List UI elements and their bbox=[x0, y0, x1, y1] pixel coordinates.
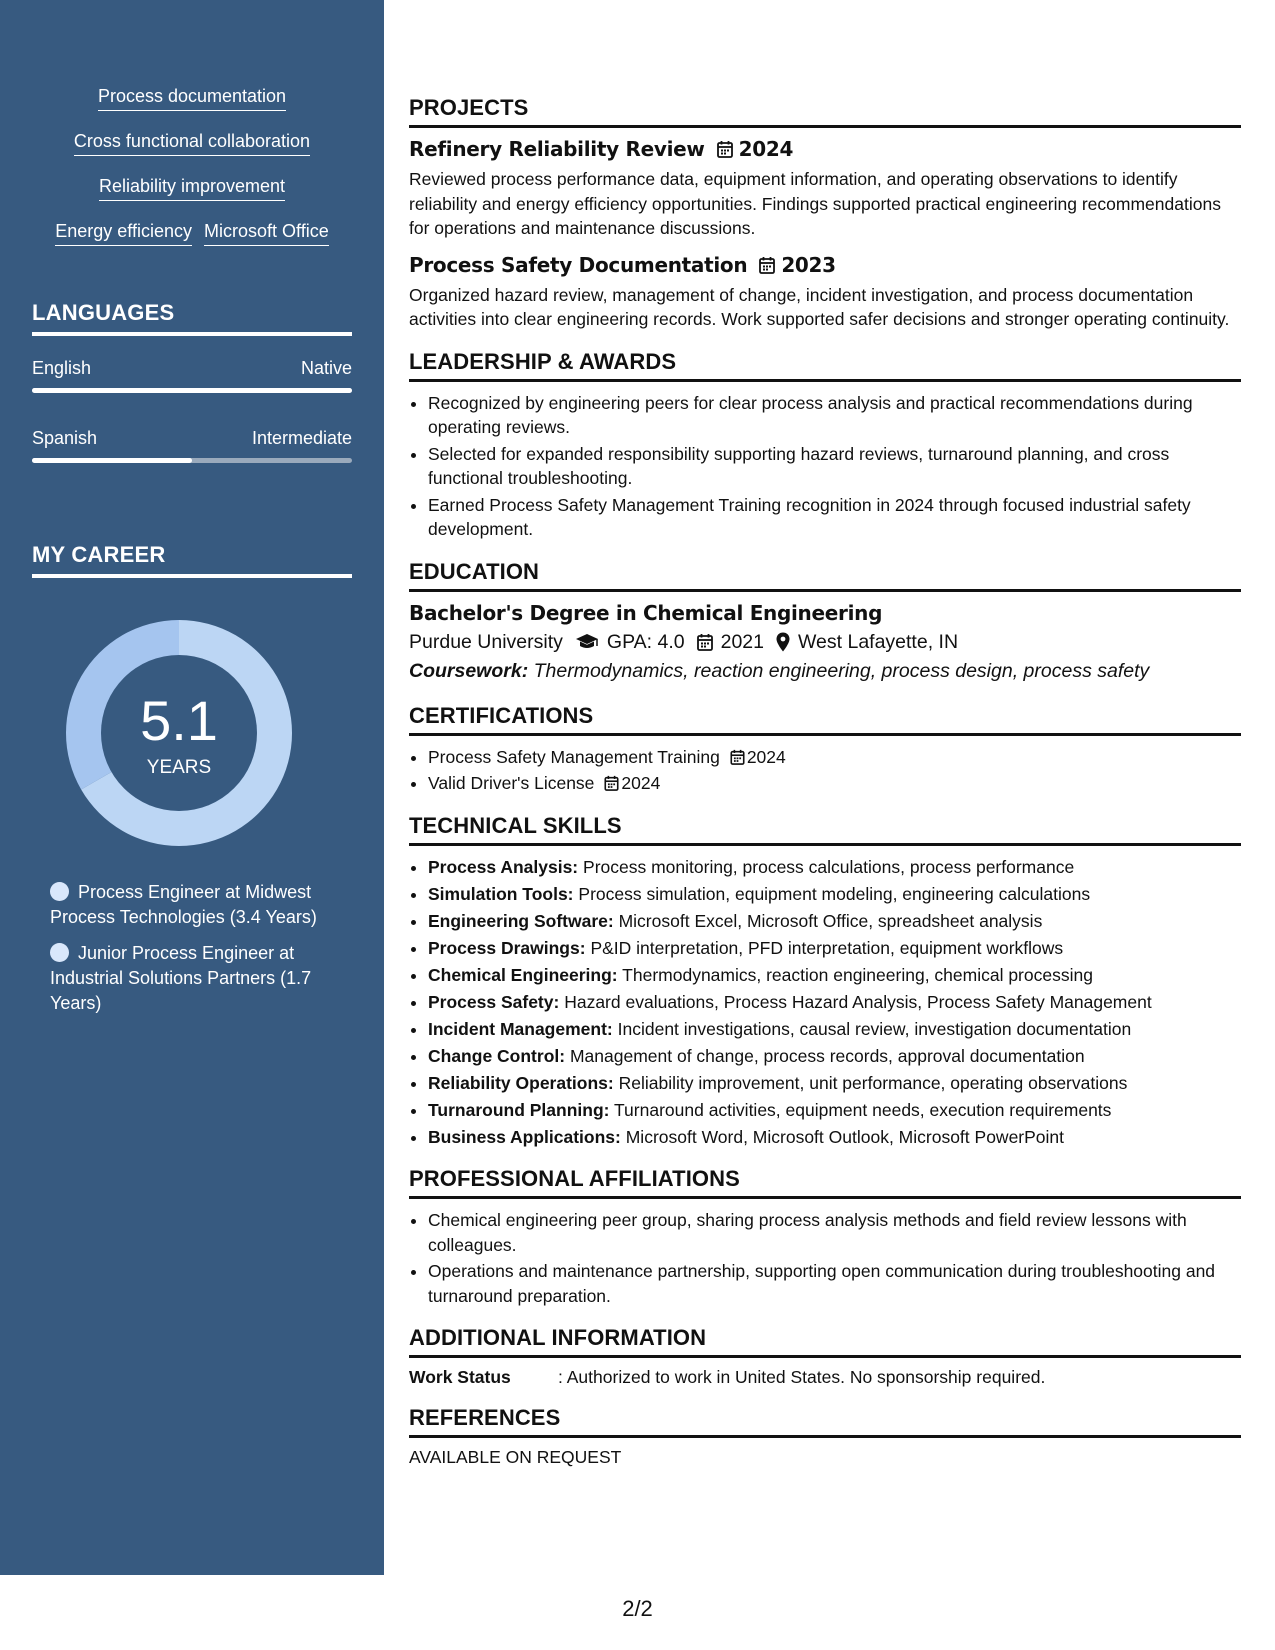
skill-label: Incident Management: bbox=[428, 1018, 613, 1039]
calendar-icon bbox=[730, 749, 745, 765]
skill-label: Simulation Tools: bbox=[428, 883, 574, 904]
language-level: Native bbox=[300, 358, 352, 378]
school-name: Purdue University bbox=[409, 630, 563, 653]
language-level: Intermediate bbox=[251, 428, 352, 448]
language-name: Spanish bbox=[32, 428, 98, 448]
skill-value: Process monitoring, process calculations, process performance bbox=[583, 856, 1075, 877]
career-years-label: YEARS bbox=[146, 757, 212, 778]
page-number: 2/2 bbox=[622, 1596, 653, 1621]
skill-value: Incident investigations, causal review, investigation documentation bbox=[617, 1018, 1132, 1039]
skill-value: Reliability improvement, unit performance, operating observations bbox=[618, 1072, 1128, 1093]
affiliations-list bbox=[409, 1208, 1241, 1308]
languages-heading: LANGUAGES bbox=[32, 300, 352, 336]
list-item bbox=[428, 1017, 1241, 1042]
list-item: • Selected for expanded responsibility supporting hazard reviews, turnaround planning, and cross functional troubleshooting. bbox=[428, 442, 1241, 491]
project-description: Reviewed process performance data, equipment information, and operating observations to identify reliability and energy efficiency opportunities. Findings supported practical engineering recommendations for operations and maintenance discussions. bbox=[409, 169, 1221, 238]
section-heading: LEADERSHIP & AWARDS bbox=[409, 349, 1241, 382]
skill-label: Chemical Engineering: bbox=[428, 964, 618, 985]
list-item: • Operations and maintenance partnership, supporting open communication during troubleshooting and turnaround preparation. bbox=[428, 1259, 1241, 1308]
section-heading: PROFESSIONAL AFFILIATIONS bbox=[409, 1166, 1241, 1199]
list-item: • Recognized by engineering peers for clear process analysis and practical recommendations during operating reviews. bbox=[428, 391, 1241, 440]
location-pin-icon bbox=[776, 632, 790, 652]
skill-label: Business Applications: bbox=[428, 1126, 621, 1147]
skill-label: Engineering Software: bbox=[428, 910, 614, 931]
education-details bbox=[409, 631, 1241, 654]
section-heading: EDUCATION bbox=[409, 559, 1241, 592]
project-description: Organized hazard review, management of change, incident investigation, and process documentation activities into clear engineering records. Work supported safer decisions and stronger operating continuity. bbox=[409, 284, 1230, 329]
legend-dot-icon bbox=[50, 882, 69, 901]
list-item bbox=[428, 1098, 1241, 1123]
education-section bbox=[409, 559, 1241, 683]
calendar-icon bbox=[717, 140, 733, 158]
section-heading: REFERENCES bbox=[409, 1405, 1241, 1438]
list-item bbox=[428, 936, 1241, 961]
project-year: 2024 bbox=[738, 137, 794, 161]
career-heading: MY CAREER bbox=[32, 542, 352, 578]
language-bar-fill bbox=[32, 388, 352, 393]
main-content bbox=[409, 95, 1241, 1485]
career-total-years: 5.1 bbox=[140, 689, 218, 752]
work-status-label: Work Status bbox=[409, 1367, 511, 1387]
project-title: Refinery Reliability Review bbox=[409, 137, 705, 161]
skill-value: Turnaround activities, equipment needs, execution requirements bbox=[614, 1099, 1112, 1120]
calendar-icon bbox=[759, 256, 775, 274]
skill-value: Microsoft Word, Microsoft Outlook, Microsoft PowerPoint bbox=[625, 1126, 1065, 1147]
sidebar bbox=[0, 0, 384, 1575]
list-item bbox=[428, 909, 1241, 934]
skill-row bbox=[30, 221, 354, 266]
career-role bbox=[50, 880, 340, 930]
additional-info-section bbox=[409, 1325, 1241, 1388]
project-title-line bbox=[409, 137, 1241, 161]
section-heading: CERTIFICATIONS bbox=[409, 703, 1241, 736]
language-bar-fill bbox=[32, 458, 192, 463]
project-title: Process Safety Documentation bbox=[409, 252, 748, 277]
technical-skills-section bbox=[409, 813, 1241, 1150]
education-location: West Lafayette, IN bbox=[797, 630, 959, 653]
skill-value: Thermodynamics, reaction engineering, chemical processing bbox=[622, 964, 1093, 985]
education-year: 2021 bbox=[720, 630, 764, 653]
skill-label: Turnaround Planning: bbox=[428, 1099, 610, 1120]
graduation-cap-icon bbox=[575, 633, 599, 651]
education-gpa: GPA: 4.0 bbox=[606, 630, 685, 653]
skill-value: Microsoft Excel, Microsoft Office, spreadsheet analysis bbox=[618, 910, 1043, 931]
certifications-section bbox=[409, 703, 1241, 796]
list-item bbox=[428, 771, 1241, 796]
career-role-text: Junior Process Engineer at Industrial Solutions Partners (1.7 Years) bbox=[50, 943, 312, 1013]
language-name: English bbox=[32, 358, 92, 378]
references-section bbox=[409, 1405, 1241, 1468]
skill-row bbox=[30, 86, 354, 131]
list-item bbox=[428, 1071, 1241, 1096]
skill-tag[interactable]: Microsoft Office bbox=[204, 221, 329, 246]
list-item bbox=[428, 963, 1241, 988]
certification-name: Process Safety Management Training bbox=[428, 746, 720, 767]
legend-dot-icon bbox=[50, 943, 69, 962]
skill-tags bbox=[30, 86, 354, 266]
skill-label: Process Safety: bbox=[428, 991, 560, 1012]
skill-value: Hazard evaluations, Process Hazard Analysis, Process Safety Management bbox=[564, 991, 1152, 1012]
project-year: 2023 bbox=[781, 252, 836, 277]
coursework-label: Coursework: bbox=[409, 659, 529, 682]
career-role-text: Process Engineer at Midwest Process Technologies (3.4 Years) bbox=[50, 882, 317, 927]
work-status-value: : Authorized to work in United States. No sponsorship required. bbox=[558, 1367, 1046, 1387]
list-item bbox=[428, 855, 1241, 880]
list-item: • Chemical engineering peer group, sharing process analysis methods and field review lessons with colleagues. bbox=[428, 1208, 1241, 1257]
skill-tag[interactable]: Cross functional collaboration bbox=[74, 131, 310, 156]
skill-value: Management of change, process records, approval documentation bbox=[569, 1045, 1085, 1066]
career-roles bbox=[50, 880, 340, 1027]
career-donut-chart bbox=[66, 620, 292, 846]
certification-year: 2024 bbox=[746, 746, 786, 767]
section-heading: PROJECTS bbox=[409, 95, 1241, 128]
leadership-list bbox=[409, 391, 1241, 542]
technical-skills-list bbox=[409, 855, 1241, 1150]
work-status-row bbox=[409, 1367, 1241, 1388]
language-bar bbox=[32, 458, 352, 463]
language-spanish bbox=[32, 428, 352, 463]
coursework-text: Thermodynamics, reaction engineering, process design, process safety bbox=[533, 659, 1150, 682]
leadership-section bbox=[409, 349, 1241, 542]
certification-name: Valid Driver's License bbox=[428, 773, 595, 793]
skill-label: Change Control: bbox=[428, 1045, 566, 1066]
skill-label: Process Drawings: bbox=[428, 937, 586, 958]
coursework bbox=[409, 660, 1241, 683]
list-item bbox=[428, 882, 1241, 907]
certifications-list bbox=[409, 745, 1241, 796]
skill-label: Process Analysis: bbox=[428, 856, 579, 877]
degree-title: Bachelor's Degree in Chemical Engineering bbox=[409, 600, 883, 625]
list-item bbox=[428, 1044, 1241, 1069]
certification-year: 2024 bbox=[621, 773, 661, 793]
affiliations-section bbox=[409, 1166, 1241, 1308]
language-bar bbox=[32, 388, 352, 393]
skill-tag[interactable]: Process documentation bbox=[98, 86, 286, 111]
career-role bbox=[50, 941, 340, 1016]
list-item bbox=[428, 745, 1241, 770]
language-english bbox=[32, 358, 352, 393]
section-heading: TECHNICAL SKILLS bbox=[409, 813, 1241, 846]
skill-row bbox=[30, 131, 354, 176]
project-title-line bbox=[409, 253, 1241, 277]
list-item bbox=[428, 1125, 1241, 1150]
language-row bbox=[32, 428, 352, 449]
references-text: AVAILABLE ON REQUEST bbox=[409, 1447, 622, 1467]
section-heading: ADDITIONAL INFORMATION bbox=[409, 1325, 1241, 1358]
calendar-icon bbox=[604, 775, 619, 791]
calendar-icon bbox=[697, 633, 713, 651]
skill-row bbox=[30, 176, 354, 221]
list-item: • Earned Process Safety Management Training recognition in 2024 through focused industrial safety development. bbox=[428, 493, 1241, 542]
skill-tag[interactable]: Energy efficiency bbox=[55, 221, 192, 246]
list-item bbox=[428, 990, 1241, 1015]
skill-label: Reliability Operations: bbox=[428, 1072, 614, 1093]
skill-tag[interactable]: Reliability improvement bbox=[99, 176, 285, 201]
skill-value: P&ID interpretation, PFD interpretation, equipment workflows bbox=[590, 937, 1064, 958]
projects-section bbox=[409, 95, 1241, 332]
language-row bbox=[32, 358, 352, 379]
skill-value: Process simulation, equipment modeling, engineering calculations bbox=[578, 883, 1091, 904]
